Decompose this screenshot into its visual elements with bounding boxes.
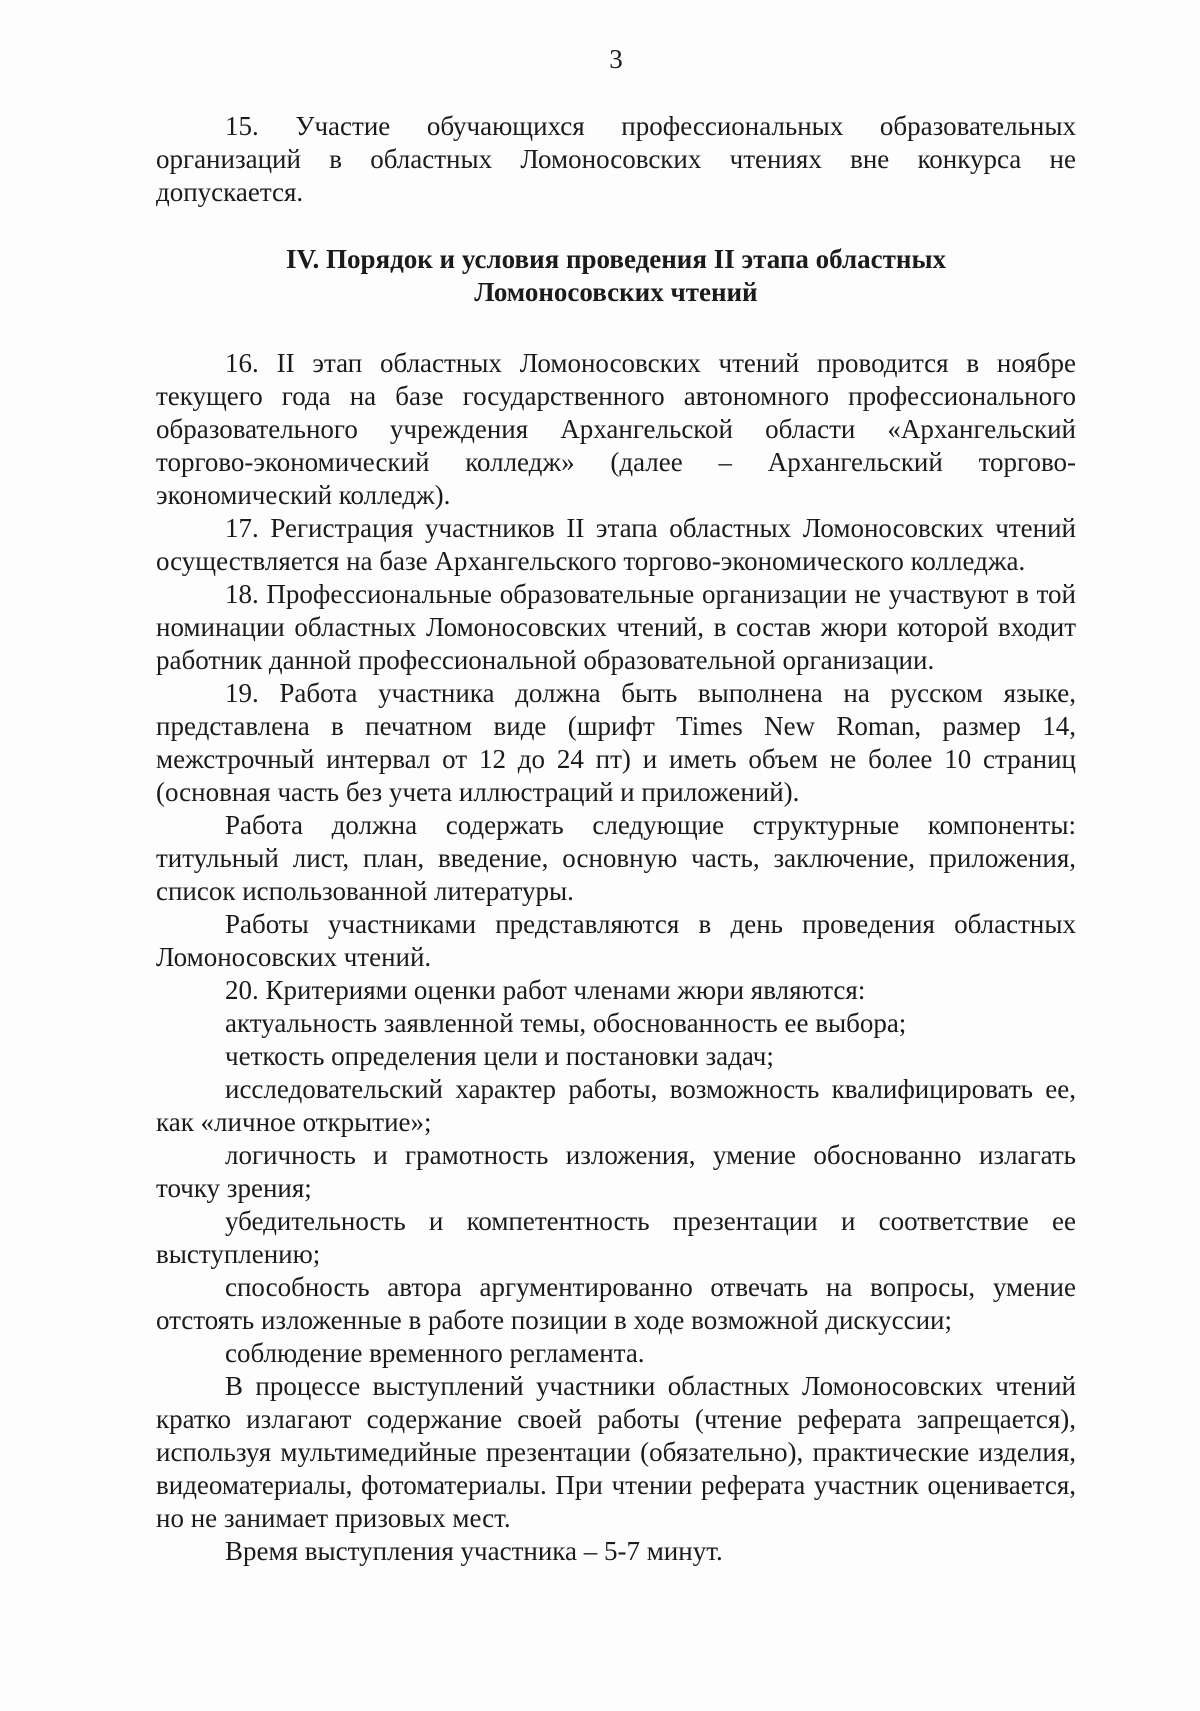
paragraph-item-17: 17. Регистрация участников II этапа областных Ломоносовских чтений осуществляется на базе Архангельского торгово-экономического колледжа. xyxy=(156,513,1076,576)
criteria-item: четкость определения цели и постановки задач; xyxy=(225,1041,774,1071)
criteria-item: соблюдение временного регламента. xyxy=(225,1338,645,1368)
paragraph-presentation-rules: В процессе выступлений участники областных Ломоносовских чтений кратко излагают содержание своей работы (чтение реферата запрещается), используя мультимедийные презентации (обязательно), практические изделия, видеоматериалы, фотоматериалы. При чтении реферата участник оценивается, но не занимает призовых мест. xyxy=(156,1371,1076,1533)
section-heading xyxy=(156,243,1076,309)
paragraph-submission: Работы участниками представляются в день проведения областных Ломоносовских чтений. xyxy=(156,909,1076,972)
paragraph-item-20: 20. Критериями оценки работ членами жюри являются: xyxy=(225,975,866,1005)
section-heading-line-1: IV. Порядок и условия проведения II этапа областных xyxy=(285,244,947,274)
criteria-item: актуальность заявленной темы, обоснованность ее выбора; xyxy=(225,1008,907,1038)
paragraph-structure: Работа должна содержать следующие структурные компоненты: титульный лист, план, введение, основную часть, заключение, приложения, список использованной литературы. xyxy=(156,810,1076,906)
criteria-item: способность автора аргументированно отвечать на вопросы, умение отстоять изложенные в работе позиции в ходе возможной дискуссии; xyxy=(156,1272,1076,1335)
paragraph-item-16: 16. II этап областных Ломоносовских чтений проводится в ноябре текущего года на базе государственного автономного профессионального образовательного учреждения Архангельской области «Архангельский торгово-экономический колледж» (далее – Архангельский торгово-экономический колледж). xyxy=(156,348,1076,510)
page-number: 3 xyxy=(609,44,623,74)
paragraph-item-19: 19. Работа участника должна быть выполнена на русском языке, представлена в печатном виде (шрифт Times New Roman, размер 14, межстрочный интервал от 12 до 24 пт) и иметь объем не более 10 страниц (основная часть без учета иллюстраций и приложений). xyxy=(156,678,1076,807)
criteria-list xyxy=(156,1007,1076,1370)
criteria-item: исследовательский характер работы, возможность квалифицировать ее, как «личное открытие»; xyxy=(156,1074,1076,1137)
paragraph-item-15: 15. Участие обучающихся профессиональных образовательных организаций в областных Ломоносовских чтениях вне конкурса не допускается. xyxy=(156,111,1076,207)
paragraph-item-18: 18. Профессиональные образовательные организации не участвуют в той номинации областных Ломоносовских чтений, в состав жюри которой входит работник данной профессиональной образовательной организации. xyxy=(156,579,1076,675)
criteria-item: убедительность и компетентность презентации и соответствие ее выступлению; xyxy=(156,1206,1076,1269)
paragraph-speech-time: Время выступления участника – 5-7 минут. xyxy=(225,1536,723,1566)
section-heading-line-2: Ломоносовских чтений xyxy=(474,277,758,307)
criteria-item: логичность и грамотность изложения, умение обоснованно излагать точку зрения; xyxy=(156,1140,1076,1203)
